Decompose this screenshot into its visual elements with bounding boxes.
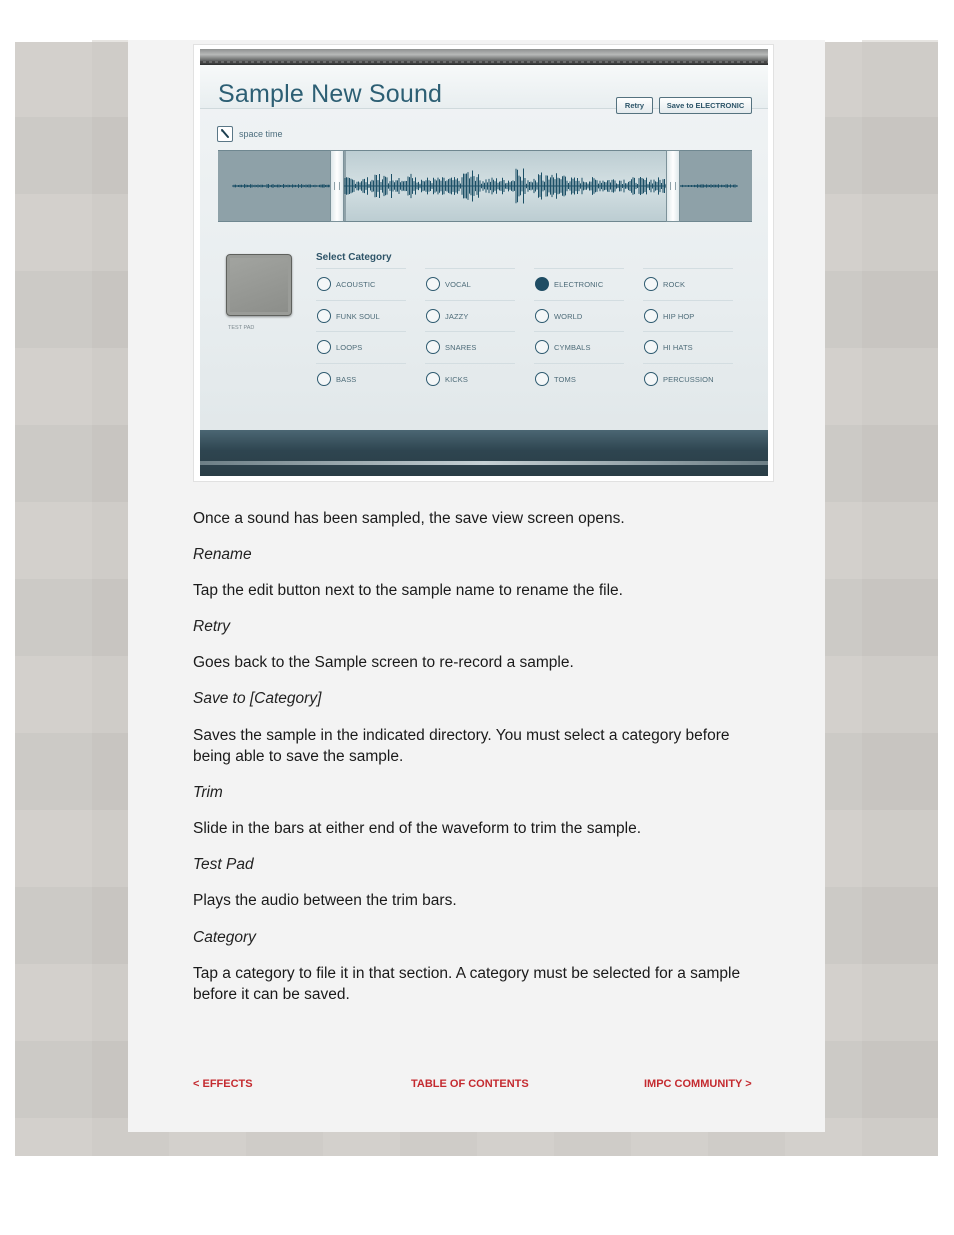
prev-link-effects[interactable]: < EFFECTS [193, 1078, 253, 1090]
category-label: JAZZY [445, 311, 469, 321]
radio-icon[interactable] [644, 309, 658, 323]
category-label: PERCUSSION [663, 374, 714, 384]
category-label: TOMS [554, 374, 576, 384]
category-heading: Select Category [316, 252, 392, 263]
retry-button[interactable]: Retry [616, 97, 653, 114]
category-label: KICKS [445, 374, 469, 384]
test-pad-label: TEST PAD [228, 325, 255, 331]
radio-icon[interactable] [317, 309, 331, 323]
section-heading-retry: Retry [193, 618, 231, 635]
edit-name-button[interactable] [217, 126, 233, 142]
category-option[interactable] [534, 268, 624, 300]
radio-icon[interactable] [317, 340, 331, 354]
test-pad[interactable] [226, 254, 292, 316]
section-body-trim: Slide in the bars at either end of the waveform to trim the sample. [193, 820, 642, 837]
section-heading-rename: Rename [193, 546, 252, 563]
radio-icon[interactable] [535, 309, 549, 323]
save-button[interactable]: Save to ELECTRONIC [659, 97, 752, 114]
radio-icon[interactable] [426, 340, 440, 354]
category-label: FUNK SOUL [336, 311, 380, 321]
category-label: HIP HOP [663, 311, 695, 321]
category-option[interactable] [425, 331, 515, 363]
screenshot-frame [193, 44, 774, 482]
category-label: BASS [336, 374, 357, 384]
radio-icon[interactable] [535, 372, 549, 386]
category-option[interactable] [643, 268, 733, 300]
category-option[interactable] [643, 331, 733, 363]
page-title: Sample New Sound [218, 80, 443, 108]
section-body-save: Saves the sample in the indicated directory. You must select a category before being able to save the sample. [193, 727, 730, 765]
category-label: ELECTRONIC [554, 280, 604, 289]
category-option[interactable] [643, 363, 733, 395]
section-body-test-pad: Plays the audio between the trim bars. [193, 892, 457, 909]
table-of-contents-link[interactable]: TABLE OF CONTENTS [411, 1078, 529, 1090]
category-label: SNARES [445, 343, 477, 352]
category-option[interactable] [316, 331, 406, 363]
intro-text: Once a sound has been sampled, the save view screen opens. [193, 510, 625, 527]
category-label: ACOUSTIC [336, 280, 376, 289]
category-option[interactable] [316, 268, 406, 300]
category-option[interactable] [534, 300, 624, 332]
category-option[interactable] [425, 268, 515, 300]
category-label: WORLD [554, 311, 583, 321]
category-option[interactable] [643, 300, 733, 332]
radio-icon[interactable] [535, 340, 549, 354]
category-option[interactable] [425, 300, 515, 332]
app-header [200, 65, 768, 109]
category-option[interactable] [316, 363, 406, 395]
category-label: LOOPS [336, 343, 363, 352]
app-top-bar [200, 49, 768, 65]
trim-handle-left[interactable] [330, 150, 344, 222]
section-heading-save: Save to [Category] [193, 690, 322, 707]
app-footer-bar [200, 430, 768, 476]
section-body-retry: Goes back to the Sample screen to re-record a sample. [193, 654, 574, 671]
category-option[interactable] [534, 331, 624, 363]
radio-icon[interactable] [317, 372, 331, 386]
pencil-icon [220, 129, 230, 139]
category-label: VOCAL [445, 280, 471, 289]
radio-icon[interactable] [644, 372, 658, 386]
radio-icon[interactable] [644, 277, 658, 291]
radio-icon[interactable] [426, 309, 440, 323]
radio-icon[interactable] [426, 372, 440, 386]
sample-save-screen [200, 49, 768, 476]
category-option[interactable] [425, 363, 515, 395]
section-heading-category: Category [193, 929, 256, 946]
next-link-impc-community[interactable]: IMPC COMMUNITY > [644, 1078, 752, 1090]
section-body-category: Tap a category to file it in that section. A category must be selected for a sample before it can be saved. [193, 965, 741, 1003]
radio-icon[interactable] [644, 340, 658, 354]
category-option[interactable] [316, 300, 406, 332]
category-label: CYMBALS [554, 343, 591, 352]
section-heading-test-pad: Test Pad [193, 856, 254, 873]
category-label: ROCK [663, 280, 686, 289]
radio-icon[interactable] [426, 277, 440, 291]
radio-selected-icon[interactable] [535, 277, 549, 291]
sample-name: space time [239, 129, 283, 139]
category-option[interactable] [534, 363, 624, 395]
radio-icon[interactable] [317, 277, 331, 291]
section-body-rename: Tap the edit button next to the sample name to rename the file. [193, 582, 623, 599]
section-heading-trim: Trim [193, 784, 223, 801]
waveform-area[interactable] [218, 150, 752, 222]
trim-handle-right[interactable] [666, 150, 680, 222]
category-grid [316, 268, 736, 394]
category-label: HI HATS [663, 343, 693, 352]
